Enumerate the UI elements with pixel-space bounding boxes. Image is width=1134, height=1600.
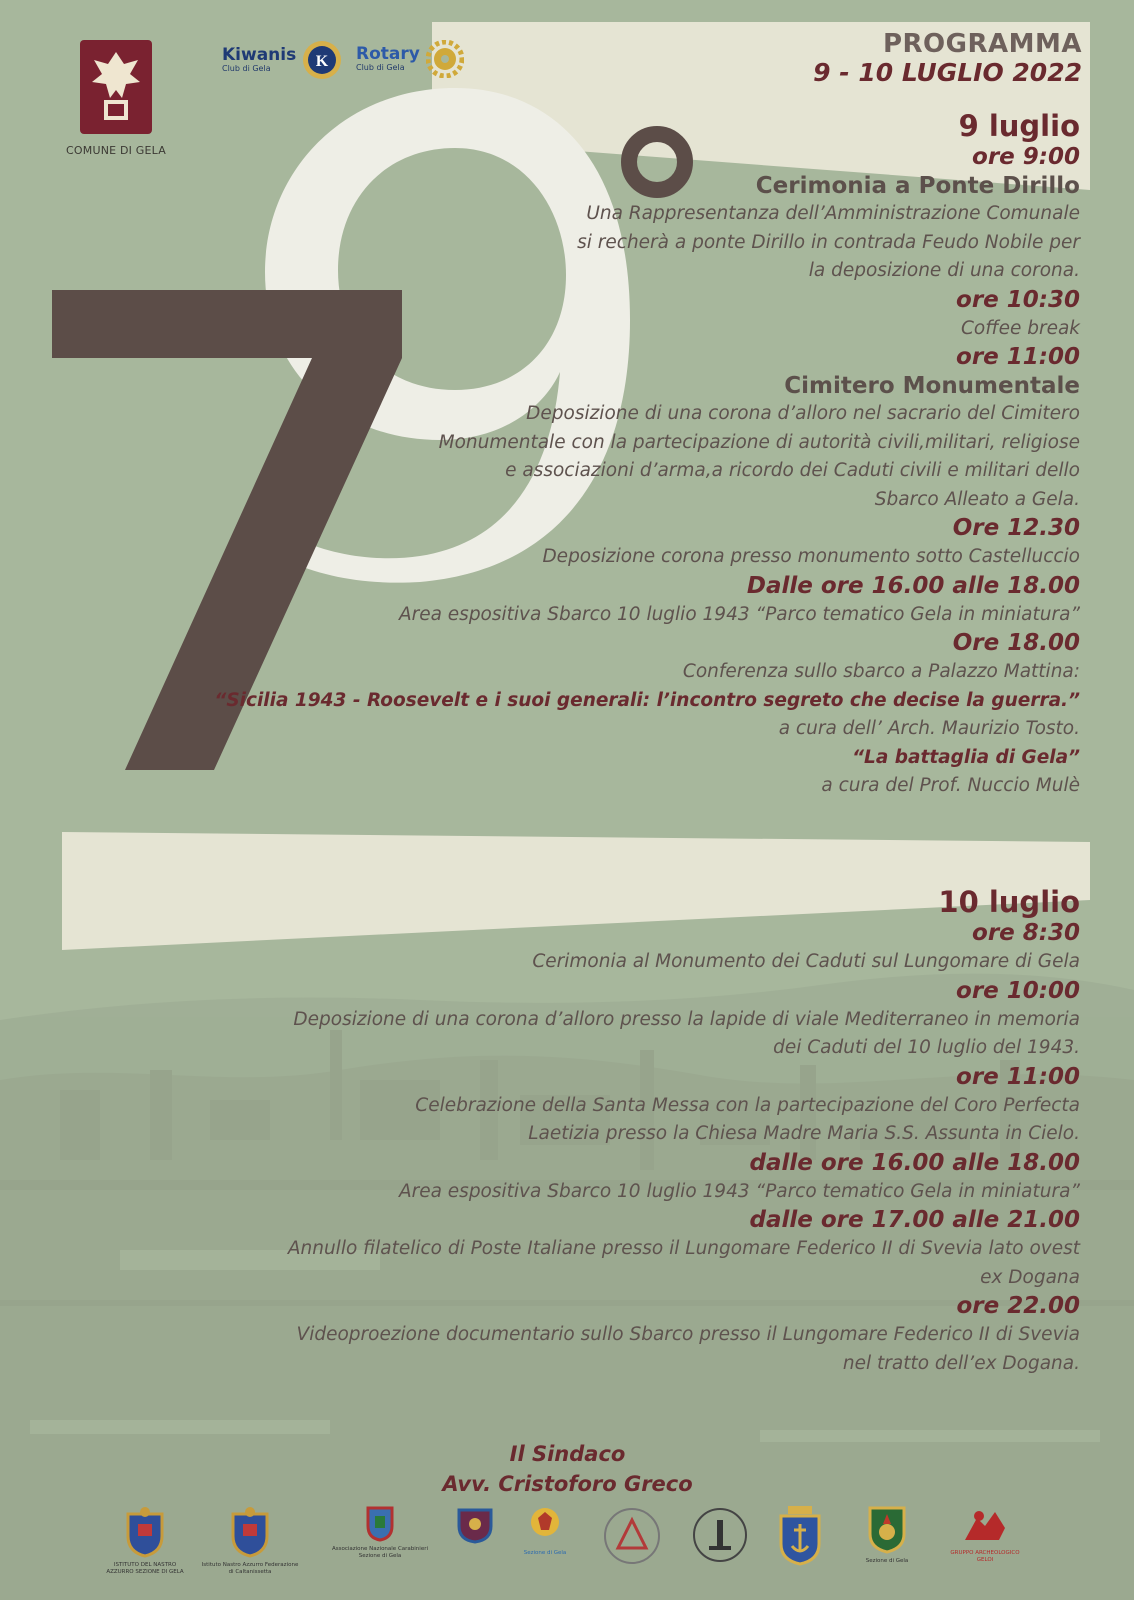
circle-logo-icon bbox=[602, 1506, 662, 1566]
partner-logo bbox=[852, 1506, 922, 1565]
crest-icon bbox=[122, 1506, 168, 1558]
event-desc: Videoproezione documentario sullo Sbarco presso il Lungomare Federico II di Svevia bbox=[296, 1324, 1080, 1345]
event-title: Cerimonia a Ponte Dirillo bbox=[755, 173, 1080, 199]
kiwanis-sub: Club di Gela bbox=[222, 64, 271, 73]
event-desc: Deposizione corona presso monumento sotto Castelluccio bbox=[542, 546, 1080, 567]
program-title: PROGRAMMA bbox=[882, 29, 1082, 59]
kiwanis-emblem-icon bbox=[302, 40, 342, 80]
event-time: dalle ore 17.00 alle 21.00 bbox=[749, 1207, 1080, 1233]
partner-caption: Associazione Nazionale Carabinieri Sezione di Gela bbox=[331, 1546, 428, 1559]
program-header bbox=[813, 30, 1082, 87]
event-desc: Laetizia presso la Chiesa Madre Maria S.S. Assunta in Cielo. bbox=[528, 1123, 1080, 1144]
conference-title: “La battaglia di Gela” bbox=[852, 746, 1080, 768]
event-time: dalle ore 16.00 alle 18.00 bbox=[749, 1149, 1080, 1176]
event-time: ore 10:30 bbox=[956, 286, 1080, 313]
eagle-crest-icon bbox=[78, 38, 154, 136]
partner-logo bbox=[685, 1506, 755, 1568]
shield-icon bbox=[457, 1506, 493, 1544]
event-desc: Deposizione di una corona d’alloro nel sacrario del Cimitero bbox=[526, 403, 1080, 424]
day-label: 9 luglio bbox=[958, 109, 1080, 143]
anchor-shield-icon bbox=[778, 1506, 822, 1566]
badge-icon bbox=[528, 1506, 562, 1546]
event-desc: Area espositiva Sbarco 10 luglio 1943 “Parco tematico Gela in miniatura” bbox=[398, 603, 1080, 625]
shield-icon bbox=[366, 1506, 394, 1542]
conference-title: “Sicilia 1943 - Roosevelt e i suoi generali: l’incontro segreto che decise la guerra.” bbox=[214, 689, 1080, 711]
partner-caption: Sezione di Gela bbox=[523, 1550, 567, 1556]
event-desc: e associazioni d’arma,a ricordo dei Caduti civili e militari dello bbox=[505, 460, 1080, 481]
event-time: Dalle ore 16.00 alle 18.00 bbox=[746, 572, 1080, 599]
partner-logo bbox=[945, 1506, 1025, 1564]
event-time: ore 11:00 bbox=[956, 1063, 1080, 1090]
rotary-logo bbox=[356, 40, 464, 78]
program-dates: 9 - 10 LUGLIO 2022 bbox=[813, 58, 1082, 87]
grenade-shield-icon bbox=[867, 1506, 907, 1554]
event-desc: Conferenza sullo sbarco a Palazzo Mattina: bbox=[682, 661, 1080, 682]
event-desc: Annullo filatelico di Poste Italiane presso il Lungomare Federico II di Svevia lato ovest bbox=[287, 1238, 1080, 1259]
event-desc: Una Rappresentanza dell’Amministrazione Comunale bbox=[586, 203, 1080, 224]
partner-logo bbox=[325, 1506, 435, 1560]
partner-logos bbox=[100, 1506, 1060, 1586]
event-desc: Monumentale con la partecipazione di autorità civili,militari, religiose bbox=[438, 431, 1080, 453]
partner-logo bbox=[455, 1506, 495, 1548]
event-desc: dei Caduti del 10 luglio del 1943. bbox=[773, 1037, 1080, 1058]
svg-text:K: K bbox=[316, 53, 329, 70]
partner-logo bbox=[597, 1506, 667, 1570]
conference-speaker: a cura dell’ Arch. Maurizio Tosto. bbox=[778, 718, 1080, 739]
event-title: Cimitero Monumentale bbox=[784, 373, 1080, 399]
event-time: Ore 18.00 bbox=[952, 630, 1080, 656]
event-desc: si recherà a ponte Dirillo in contrada Feudo Nobile per bbox=[577, 231, 1080, 253]
event-time: ore 22.00 bbox=[956, 1293, 1080, 1319]
event-desc: Area espositiva Sbarco 10 luglio 1943 “Parco tematico Gela in miniatura” bbox=[398, 1180, 1080, 1202]
event-desc: Celebrazione della Santa Messa con la partecipazione del Coro Perfecta bbox=[415, 1094, 1080, 1116]
event-desc: Coffee break bbox=[960, 317, 1080, 339]
rotary-sub: Club di Gela bbox=[356, 63, 405, 72]
rotary-name: Rotary bbox=[356, 44, 420, 64]
partner-logo bbox=[100, 1506, 190, 1576]
event-desc: Sbarco Alleato a Gela. bbox=[874, 488, 1080, 510]
municipality-label: COMUNE DI GELA bbox=[66, 144, 166, 157]
day-10-schedule bbox=[288, 886, 1080, 1378]
municipality-crest bbox=[66, 38, 166, 157]
kiwanis-name: Kiwanis bbox=[222, 45, 297, 65]
event-time: ore 9:00 bbox=[972, 144, 1080, 170]
crest-icon bbox=[227, 1506, 273, 1558]
partner-logo bbox=[775, 1506, 825, 1570]
mayor-signature bbox=[400, 1439, 735, 1499]
event-desc: ex Dogana bbox=[980, 1266, 1080, 1288]
mayor-role: Il Sindaco bbox=[509, 1442, 626, 1466]
partner-logo bbox=[200, 1506, 300, 1576]
event-desc: nel tratto dell’ex Dogana. bbox=[842, 1352, 1080, 1374]
event-desc: la deposizione di una corona. bbox=[808, 260, 1080, 281]
partner-caption: GRUPPO ARCHEOLOGICO GELOI bbox=[950, 1550, 1020, 1563]
event-desc: Cerimonia al Monumento dei Caduti sul Lungomare di Gela bbox=[532, 951, 1080, 972]
day-label: 10 luglio bbox=[938, 885, 1080, 919]
event-time: ore 11:00 bbox=[956, 344, 1080, 370]
event-time: Ore 12.30 bbox=[952, 515, 1080, 541]
kiwanis-logo bbox=[222, 40, 342, 80]
mayor-name: Avv. Cristoforo Greco bbox=[442, 1472, 693, 1496]
partner-caption: Sezione di Gela bbox=[865, 1558, 909, 1564]
conference-speaker: a cura del Prof. Nuccio Mulè bbox=[821, 775, 1080, 796]
circle-logo-icon bbox=[691, 1506, 749, 1564]
day-9-schedule bbox=[214, 110, 1080, 801]
warrior-icon bbox=[955, 1506, 1015, 1546]
partner-caption: Istituto Nastro Azzurro Federazione di Caltanissetta bbox=[201, 1562, 299, 1575]
rotary-wheel-icon bbox=[426, 40, 464, 78]
event-time: ore 8:30 bbox=[972, 920, 1080, 946]
partner-logo bbox=[505, 1506, 585, 1557]
partner-caption: ISTITUTO DEL NASTRO AZZURRO SEZIONE DI GELA bbox=[106, 1562, 184, 1575]
event-desc: Deposizione di una corona d’alloro presso la lapide di viale Mediterraneo in memoria bbox=[293, 1008, 1080, 1030]
event-time: ore 10:00 bbox=[956, 977, 1080, 1004]
